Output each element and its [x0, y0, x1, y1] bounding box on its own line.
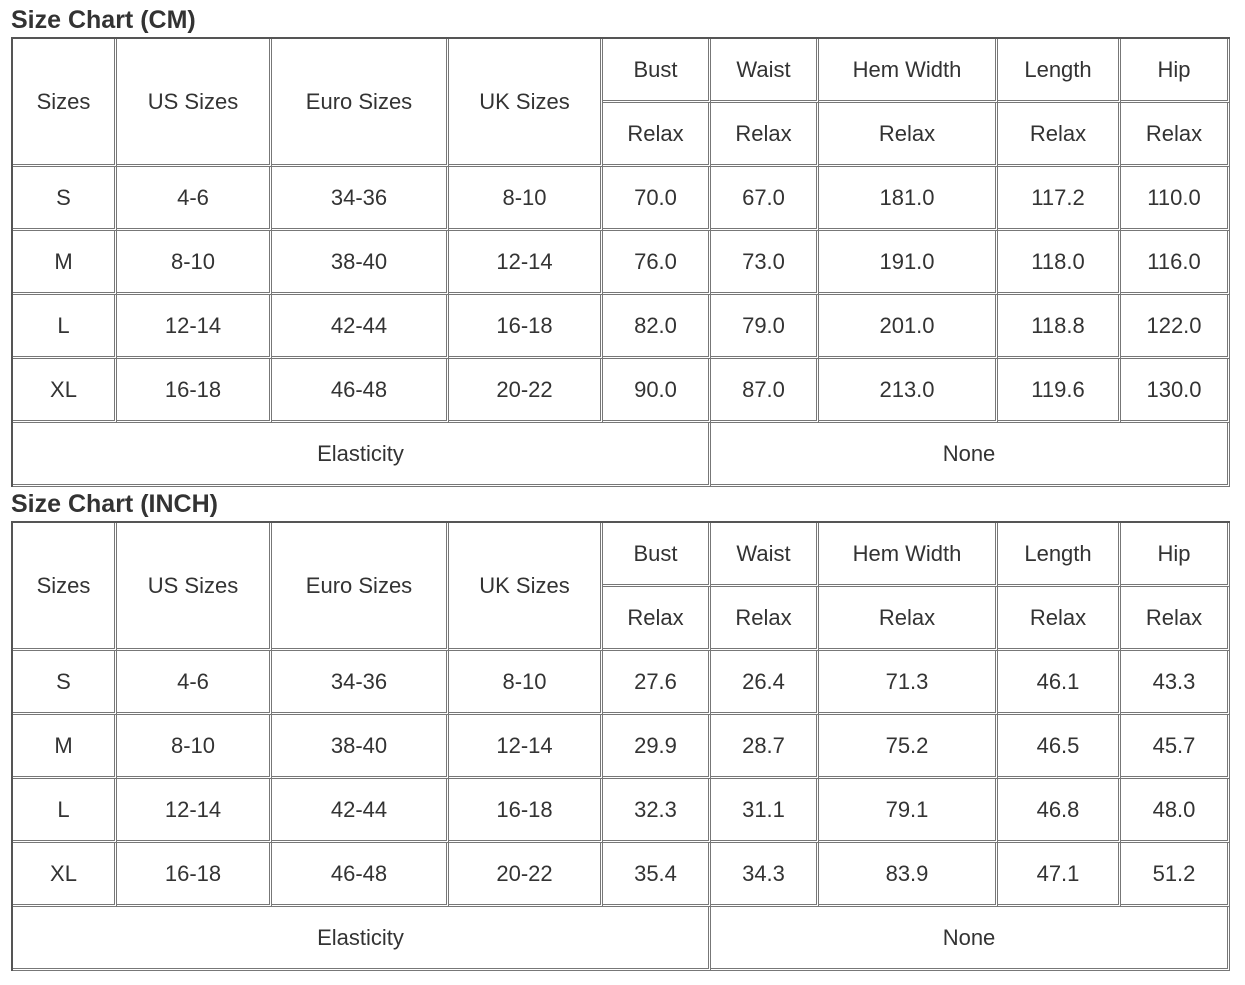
cell-waist: 34.3 [711, 843, 819, 907]
cell-size: L [13, 295, 117, 359]
header-bust: Bust [603, 523, 711, 587]
cell-length: 118.8 [998, 295, 1121, 359]
cell-waist: 31.1 [711, 779, 819, 843]
cell-hip: 122.0 [1121, 295, 1230, 359]
cell-size: L [13, 779, 117, 843]
table-row-xl [13, 843, 1230, 907]
cell-hip: 110.0 [1121, 167, 1230, 231]
cell-hem-width: 79.1 [819, 779, 998, 843]
header-waist: Waist [711, 523, 819, 587]
cell-uk-size: 16-18 [449, 779, 603, 843]
header-length: Length [998, 523, 1121, 587]
header-hip: Hip [1121, 523, 1230, 587]
header-us-sizes: US Sizes [117, 523, 272, 651]
cell-bust: 70.0 [603, 167, 711, 231]
cell-uk-size: 20-22 [449, 843, 603, 907]
cell-hip: 48.0 [1121, 779, 1230, 843]
cell-uk-size: 12-14 [449, 715, 603, 779]
fit-waist: Relax [711, 587, 819, 651]
header-euro-sizes: Euro Sizes [272, 39, 449, 167]
header-us-sizes: US Sizes [117, 39, 272, 167]
cell-bust: 82.0 [603, 295, 711, 359]
cell-us-size: 16-18 [117, 843, 272, 907]
cell-euro-size: 46-48 [272, 359, 449, 423]
cell-bust: 35.4 [603, 843, 711, 907]
cell-us-size: 4-6 [117, 651, 272, 715]
cell-waist: 73.0 [711, 231, 819, 295]
cell-hip: 51.2 [1121, 843, 1230, 907]
header-uk-sizes: UK Sizes [449, 523, 603, 651]
fit-length: Relax [998, 587, 1121, 651]
cell-euro-size: 42-44 [272, 779, 449, 843]
cell-size: M [13, 231, 117, 295]
fit-hem-width: Relax [819, 103, 998, 167]
header-row [13, 523, 1230, 587]
cell-length: 119.6 [998, 359, 1121, 423]
header-sizes: Sizes [13, 523, 117, 651]
cell-size: M [13, 715, 117, 779]
cell-waist: 26.4 [711, 651, 819, 715]
cell-us-size: 16-18 [117, 359, 272, 423]
header-waist: Waist [711, 39, 819, 103]
size-chart-cm-title: Size Chart (CM) [11, 6, 196, 34]
table-row-m [13, 231, 1230, 295]
elasticity-row [13, 423, 1230, 487]
header-hem-width: Hem Width [819, 523, 998, 587]
cell-hem-width: 213.0 [819, 359, 998, 423]
fit-bust: Relax [603, 587, 711, 651]
cell-us-size: 8-10 [117, 231, 272, 295]
cell-length: 47.1 [998, 843, 1121, 907]
cell-hem-width: 181.0 [819, 167, 998, 231]
cell-length: 46.5 [998, 715, 1121, 779]
fit-waist: Relax [711, 103, 819, 167]
fit-bust: Relax [603, 103, 711, 167]
cell-bust: 27.6 [603, 651, 711, 715]
fit-hip: Relax [1121, 587, 1230, 651]
header-length: Length [998, 39, 1121, 103]
cell-bust: 32.3 [603, 779, 711, 843]
elasticity-value: None [711, 907, 1230, 971]
cell-waist: 79.0 [711, 295, 819, 359]
header-sizes: Sizes [13, 39, 117, 167]
cell-us-size: 4-6 [117, 167, 272, 231]
cell-bust: 90.0 [603, 359, 711, 423]
cell-length: 46.1 [998, 651, 1121, 715]
fit-hem-width: Relax [819, 587, 998, 651]
cell-euro-size: 42-44 [272, 295, 449, 359]
size-chart-inch-title: Size Chart (INCH) [11, 490, 218, 518]
size-chart-cm-table [11, 37, 1230, 487]
cell-uk-size: 20-22 [449, 359, 603, 423]
cell-length: 118.0 [998, 231, 1121, 295]
header-bust: Bust [603, 39, 711, 103]
cell-uk-size: 8-10 [449, 651, 603, 715]
table-row-m [13, 715, 1230, 779]
cell-length: 46.8 [998, 779, 1121, 843]
cell-euro-size: 46-48 [272, 843, 449, 907]
table-row-xl [13, 359, 1230, 423]
cell-size: S [13, 167, 117, 231]
cell-size: XL [13, 843, 117, 907]
cell-bust: 29.9 [603, 715, 711, 779]
cell-hem-width: 83.9 [819, 843, 998, 907]
cell-hip: 45.7 [1121, 715, 1230, 779]
cell-waist: 67.0 [711, 167, 819, 231]
cell-hem-width: 191.0 [819, 231, 998, 295]
size-chart-inch-table [11, 521, 1230, 971]
elasticity-value: None [711, 423, 1230, 487]
cell-hip: 130.0 [1121, 359, 1230, 423]
fit-hip: Relax [1121, 103, 1230, 167]
header-hem-width: Hem Width [819, 39, 998, 103]
cell-hem-width: 75.2 [819, 715, 998, 779]
header-hip: Hip [1121, 39, 1230, 103]
header-euro-sizes: Euro Sizes [272, 523, 449, 651]
elasticity-row [13, 907, 1230, 971]
cell-us-size: 12-14 [117, 295, 272, 359]
cell-bust: 76.0 [603, 231, 711, 295]
cell-waist: 87.0 [711, 359, 819, 423]
elasticity-label: Elasticity [13, 423, 711, 487]
cell-uk-size: 8-10 [449, 167, 603, 231]
cell-euro-size: 38-40 [272, 231, 449, 295]
cell-waist: 28.7 [711, 715, 819, 779]
cell-euro-size: 34-36 [272, 651, 449, 715]
cell-euro-size: 34-36 [272, 167, 449, 231]
cell-hem-width: 71.3 [819, 651, 998, 715]
cell-hip: 116.0 [1121, 231, 1230, 295]
elasticity-label: Elasticity [13, 907, 711, 971]
table-row-l [13, 295, 1230, 359]
cell-length: 117.2 [998, 167, 1121, 231]
header-uk-sizes: UK Sizes [449, 39, 603, 167]
cell-us-size: 8-10 [117, 715, 272, 779]
cell-us-size: 12-14 [117, 779, 272, 843]
cell-uk-size: 12-14 [449, 231, 603, 295]
fit-length: Relax [998, 103, 1121, 167]
cell-uk-size: 16-18 [449, 295, 603, 359]
cell-size: S [13, 651, 117, 715]
cell-size: XL [13, 359, 117, 423]
cell-euro-size: 38-40 [272, 715, 449, 779]
cell-hip: 43.3 [1121, 651, 1230, 715]
table-row-s [13, 167, 1230, 231]
cell-hem-width: 201.0 [819, 295, 998, 359]
table-row-l [13, 779, 1230, 843]
header-row [13, 39, 1230, 103]
table-row-s [13, 651, 1230, 715]
